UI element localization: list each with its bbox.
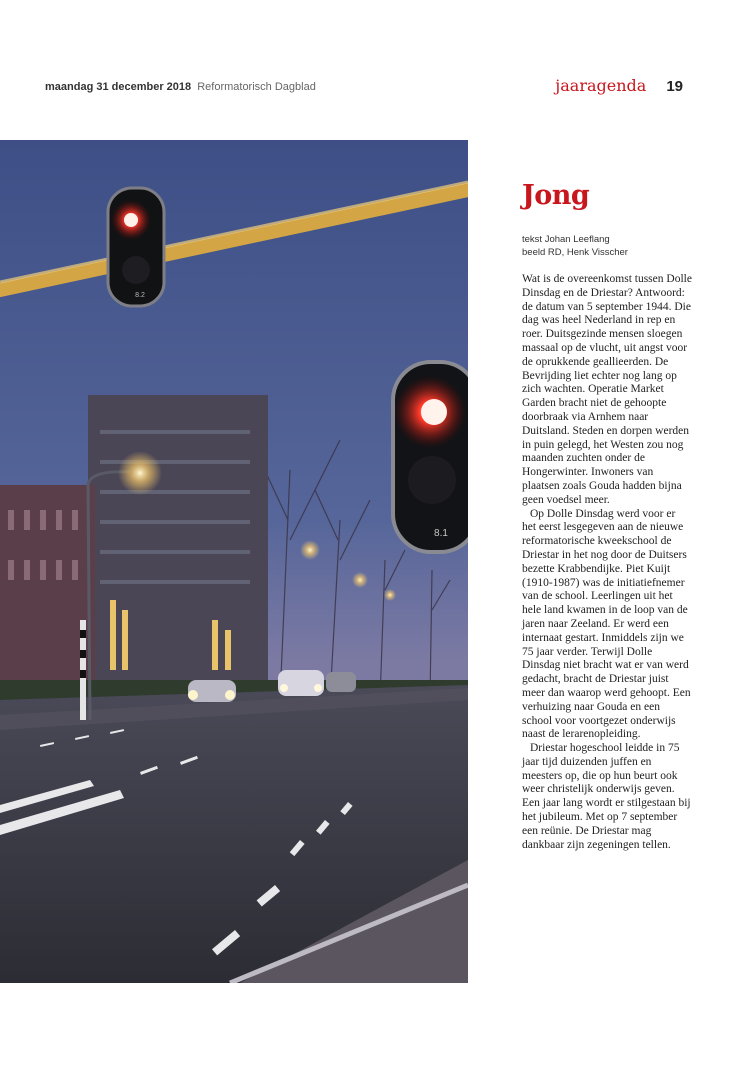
article [522, 180, 692, 852]
article-paragraph: Op Dolle Dinsdag werd voor er het eerst lesgegeven aan de nieuwe reformatorische kweekschool de Driestar in het nog door de Duitsers bezette Krabbendijke. Piet Kuijt (1910-1987) was de initiatiefnemer van de school. Leerlingen uit het hele land kwamen in de loop van de jaren naar Zeeland. Er werd een internaat gestart. Inmiddels zijn we 75 jaar verder. Terwijl Dolle Dinsdag niet bracht wat er van werd gedacht, bracht de Driestar juist meer dan waarop werd gehoopt. Een verhuizing naar Gouda en een school voor voortgezet onderwijs naast de lerarenopleiding. [522, 507, 691, 741]
article-paragraph: Driestar hogeschool leidde in 75 jaar tijd duizenden juffen en meesters op, die op hun beurt ook weer christelijk onderwijs geven. Een jaar lang wordt er stilgestaan bij het jubileum. Met op 7 september een reünie. De Driestar mag dankbaar zijn zegeningen tellen. [522, 742, 691, 851]
section-name: jaaragenda [555, 76, 647, 95]
article-paragraph: Wat is de overeenkomst tussen Dolle Dinsdag en de Driestar? Antwoord: de datum van 5 september 1944. Die dag was heel Nederland in rep en roer. Duitsgezinde mensen sloegen massaal op de vlucht, uit angst voor de oprukkende geallieerden. De Bevrijding liet echter nog lang op zich wachten. Operatie Market Garden bracht niet de gehoopte doorbraak via Arnhem naar Duitsland. Steden en dorpen werden in puin gelegd, het Westen zou nog maanden zuchten onder de Hongerwinter. Inwoners van plaatsen zoals Gouda hadden bijna geen voedsel meer. [522, 273, 692, 506]
signal-number-right: 8.1 [434, 528, 448, 539]
traffic-light-right [393, 362, 468, 552]
traffic-lights-dusk-photo [0, 140, 468, 983]
traffic-light-left [108, 188, 164, 306]
header-date: maandag 31 december 2018 [45, 81, 192, 93]
page-number: 19 [666, 78, 683, 95]
article-photo [0, 140, 468, 983]
article-title: Jong [522, 180, 590, 211]
text-credit: tekst Johan Leeflang [522, 234, 610, 245]
signal-number-left: 8.2 [135, 292, 145, 299]
header-dateline [45, 81, 316, 93]
tower-building [88, 395, 268, 695]
article-credits [522, 233, 692, 259]
header-newspaper-name: Reformatorisch Dagblad [197, 81, 316, 93]
image-credit: beeld RD, Henk Visscher [522, 247, 628, 258]
traffic-signal-pole [80, 620, 86, 720]
header-section [555, 76, 683, 95]
article-body [522, 273, 692, 852]
